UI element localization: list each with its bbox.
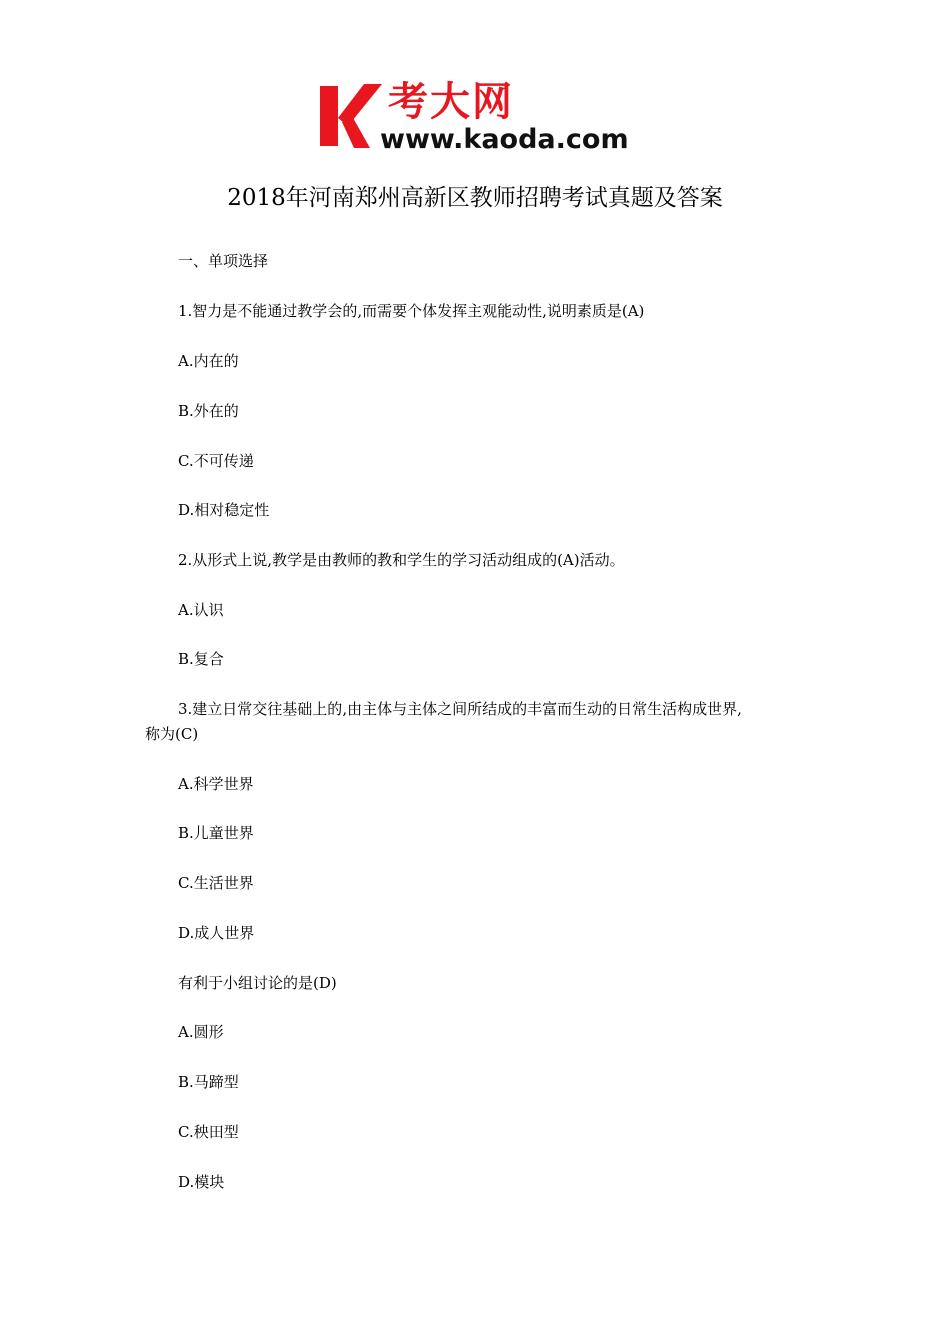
question-4: 有利于小组讨论的是(D)	[178, 974, 337, 992]
kaoda-logo	[318, 80, 638, 160]
question-2: 2.从形式上说,教学是由教师的教和学生的学习活动组成的(A)活动。	[178, 551, 625, 569]
q3-option-c: C.生活世界	[178, 874, 254, 892]
q1-option-b: B.外在的	[178, 402, 239, 420]
q1-option-c: C.不可传递	[178, 452, 254, 470]
logo-k-icon	[318, 82, 384, 152]
q4-option-d: D.模块	[178, 1173, 225, 1191]
q4-option-c: C.秧田型	[178, 1123, 239, 1141]
q3-option-d: D.成人世界	[178, 924, 255, 942]
q2-option-a: A.认识	[178, 601, 224, 619]
question-3-line-2: 称为(C)	[145, 725, 199, 743]
q1-option-a: A.内在的	[178, 352, 239, 370]
logo-url-text: www.kaoda.com	[380, 124, 629, 155]
q1-option-d: D.相对稳定性	[178, 501, 270, 519]
question-1: 1.智力是不能通过教学会的,而需要个体发挥主观能动性,说明素质是(A)	[178, 302, 645, 320]
q3-option-b: B.儿童世界	[178, 824, 254, 842]
logo-brand-text: 考大网	[388, 79, 514, 125]
q4-option-b: B.马蹄型	[178, 1073, 239, 1091]
document-title: 2018年河南郑州高新区教师招聘考试真题及答案	[227, 185, 723, 211]
question-3-line-1: 3.建立日常交往基础上的,由主体与主体之间所结成的丰富而生动的日常生活构成世界,	[178, 700, 742, 718]
q4-option-a: A.圆形	[178, 1023, 224, 1041]
q2-option-b: B.复合	[178, 650, 224, 668]
q3-option-a: A.科学世界	[178, 775, 254, 793]
section-heading: 一、单项选择	[178, 252, 269, 270]
